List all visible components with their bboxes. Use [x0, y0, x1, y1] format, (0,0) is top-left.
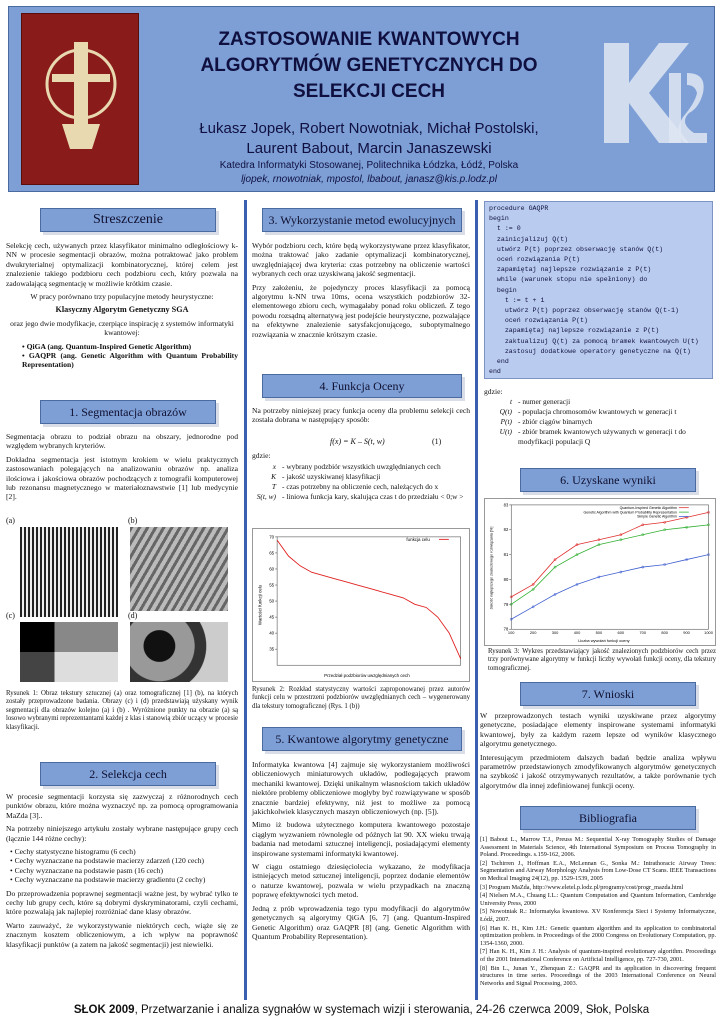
chart2-xtick-label: 100	[507, 630, 515, 636]
poster-title: ZASTOSOWANIE KWANTOWYCH ALGORYTMÓW GENETYCZNYCH DO SELEKCJI CECH	[200, 29, 538, 102]
abstract-text: Selekcję cech, używanych przez klasyfikator minimalno odległościowy k-NN w procesie segmentacji obrazów, można potraktować jako problem dwukryterialnej optymalizacji kombinatorycznej, której celem jest znalezienie takiego podzbioru cech podzbioru cech, który pozwala na zadowalającą segmentację w możliwie krótkim czasie. W pracy porównano trzy populacyjne metody heurystyczne: Klasyczny Algorytm Genetyczny SGA oraz jego dwie modyfikacje, czerpiące inspirację z systemów informatyki kwantowej: • QiGA (ang. Quantum-Inspired Genetic Algorithm) • GAQPR (ang. Genetic Algorithm with Quantum Probability Representation)	[6, 241, 238, 370]
legend-row: P(t) - zbiór ciągów binarnych	[500, 417, 593, 426]
chart1-ytick-label: 45	[269, 614, 275, 620]
chart2-xtick-label: 600	[617, 630, 625, 636]
reference-item: [7] Han K. H., Kim J. H.: Analysis of quantum-inspired evolutionary algorithm. Proceedings of the 2001 International Conference on Artificial Intelligence, pp. 727-730, 2001.	[480, 948, 716, 963]
fig-label-d: (d)	[128, 611, 138, 620]
gaqpr-pseudocode: procedure GAQPR begin t := 0 zainicjalizuj Q(t) utwórz P(t) poprzez obserwację stanów Q(t) oceń rozwiązania P(t) zapamiętaj najlepsze rozwiązanie z P(t) while (warunek stopu nie spełniony) do begin t := t + 1 utwórz P(t) poprzez obserwację stanów Q(t-1) oceń rozwiązania P(t) zapamiętaj najlepsze rozwiązanie z P(t) zaktualizuj Q(t) za pomocą bramek kwantowych U(t) zastosuj dodatkowe operatory genetyczne na Q(t) end end	[484, 201, 713, 379]
chart2-plot-area	[511, 505, 708, 629]
texture-image-a	[20, 527, 118, 617]
column-separator	[475, 200, 478, 1000]
affiliation: Katedra Informatyki Stosowanej, Politechnika Łódzka, Łódź, Polska ljopek, rnowotniak, mpostol, lbabout, janasz@kis.p.lodz.pl	[149, 159, 589, 187]
chart2-xtick-label: 900	[683, 630, 690, 636]
section-heading-bibliografia: Bibliografia	[520, 806, 696, 830]
reference-item: [1] Babout L., Marrow T.J., Preuss M.: Sequential X-ray Tomography Studies of Damage Assessment in Materials Science, 4th International Symposium on Process Tomography in Poland. Proceedings. s.159-162, 2006.	[480, 836, 716, 859]
chart1-ytick-label: 70	[269, 534, 275, 540]
chart2-xtick-label: 700	[639, 630, 647, 636]
segmentation-image-c	[20, 622, 118, 682]
legend-row: U(t) - zbiór bramek kwantowych używanych w generacji t do modyfikacji populacji Q	[499, 427, 686, 446]
section-heading-funkcja-oceny: 4. Funkcja Oceny	[262, 374, 462, 398]
chart2-xtick-label: 300	[551, 630, 559, 636]
legend-row: K - jakość uzyskiwanej klasyfikacji	[271, 472, 381, 481]
chart1-xlabel: Przedział podzbiorów uwzględnianych cech	[324, 673, 410, 679]
chart1-plot-area	[277, 537, 461, 665]
reference-item: [8] Bin L., Junan Y., Zhenquan Z.: GAQPR and its application in discovering frequent structures in time series. Proceedings of the 2003 International Conference on Neural Networks and Signal Processing, 2003.	[480, 964, 716, 987]
authors: Łukasz Jopek, Robert Nowotniak, Michał Postolski, Laurent Babout, Marcin Janaszewski	[199, 120, 539, 157]
legend-row: x - wybrany podzbiór wszystkich uwzględnianych cech	[272, 462, 441, 471]
chart2-ytick-label: 82	[503, 527, 509, 533]
figure3-caption: Rysunek 3: Wykres przedstawiający jakość znalezionych podzbiorów cech przez trzy porównywane algorytmy w funkcji liczby wywołań funkcji oceny, dla tekstury tomograficznej.	[488, 648, 716, 672]
chart2-xtick-label: 1000	[704, 630, 713, 636]
conclusions-text: W przeprowadzonych testach wyniki uzyskiwane przez algorytmy genetyczne, posiadające elementy inspirowane systemami informatyki kwantowej, były za każdym razem lepsze od wyników klasycznego algorytmu genetycznego. Interesującym przedmiotem dalszych badań będzie analiza wpływu parametrów przedstawionych zmodyfikowanych algorytmów genetycznych na szybkość i jakość otrzymywanych rezultatów, a także porównanie tych algorytmów dla innej zdefiniowanej funkcji oceny.	[480, 711, 716, 790]
algorithm-legend	[484, 397, 716, 447]
poster-header	[8, 6, 715, 192]
chart1-ytick-label: 55	[269, 582, 275, 588]
chart2-legend-label: Simple Genetic Algorithm	[637, 514, 677, 519]
segmentation-text: Segmentacja obrazu to podział obrazu na obszary, jednorodne pod względem wybranych kryteriów. Dokładna segmentacja jest istotnym krokiem w wielu praktycznych zastosowaniach polegających na analizowaniu obrazów np. analiza ilościowa i jakościowa obrazów pochodzących z tomografii komputerowej lub rezonansu magnetycznego w materiałoznawstwie [1] lub medycynie [2].	[6, 432, 238, 502]
chart2-legend-label: Genetic Algorithm with Quantum Probability Representation	[583, 510, 677, 515]
chart2-series-line	[511, 555, 708, 620]
reference-item: [5] Nowotniak R.: Informatyka kwantowa. XV Konferencja Sieci i Systemy Informatyczne, Łódź, 2007.	[480, 908, 716, 923]
quantum-text: Informatyka kwantowa [4] zajmuje się wykorzystaniem możliwości obliczeniowych miniaturowych układów, podlegających prawom mechaniki kwantowej. Dzięki unikalnym własnościom takich układów niektóre problemy obliczeniowe mogłyby być rozwiązywane w sposób znacznie bardziej efektywny, niż jest to możliwe za pomocą jakichkolwiek klasycznych maszyn obliczeniowych (np. [5]). Mimo iż budowa użytecznego komputera kwantowego pozostaje ciągłym wyzwaniem równolegle od późnych lat 90. XX wieku trwają badania nad metodami sztucznej inteligencji, posiadającymi elementy inspirowane systemami informatyki kwantowej. W ciągu ostatniego dziesięciolecia wykazano, że modyfikacja istniejących metod sztucznej inteligencji, poprzez dodanie elementów o naturze kwantowej, pozwala w wielu przypadkach na znaczną poprawę efektywności tych metod. Jedną z prób wprowadzenia tego typu modyfikacji do algorytmów genetycznych są algorytmy QiGA [6, 7] (ang. Quantum-Inspired Genetic Algorithm) oraz GAQPR [8] (ang. Genetic Algorithm with Quantum Probability Representation).	[252, 760, 470, 941]
fitness-text: Na potrzeby niniejszej pracy funkcja oceny dla problemu selekcji cech została dobrana w następujący sposób:	[252, 406, 470, 425]
section-heading-metody-ewolucyjne: 3. Wykorzystanie metod ewolucyjnych	[262, 208, 462, 232]
formula-number: (1)	[432, 437, 442, 446]
list-item: • Cechy wyznaczane na podstawie macierzy zdarzeń (120 cech)	[10, 856, 238, 865]
fig-label-b: (b)	[128, 516, 138, 525]
list-item: • Cechy wyznaczane na podstawie pasm (16 cech)	[10, 866, 238, 875]
chart1-series-line	[277, 540, 461, 659]
kis-logo	[599, 33, 709, 153]
emails: ljopek, rnowotniak, mpostol, lbabout, janasz@kis.p.lodz.pl	[241, 174, 497, 185]
chart2-xlabel: Liczba wywołań funkcji oceny	[578, 638, 630, 644]
chart2-xtick-label: 200	[529, 630, 537, 636]
fitness-legend	[248, 462, 468, 502]
column-separator	[244, 200, 247, 1000]
legend-row: S(t, w) - liniowa funkcja kary, skalująca czas t do przedziału < 0;w >	[256, 492, 464, 501]
section-heading-selekcja: 2. Selekcja cech	[40, 762, 216, 786]
reference-item: [4] Nielsen M.A., Chuang I.L.: Quantum Computation and Quantum Information, Cambridge University Press, 2000	[480, 892, 716, 907]
legend-row: T - czas potrzebny na obliczenie cech, należących do x	[271, 482, 439, 491]
chart2-ylabel: Jakość najlepszego znalezionego rozwiązania [%]	[489, 526, 494, 610]
legend-row: Q(t) - populacja chromosomów kwantowych w generacji t	[499, 407, 677, 416]
chart2-series-line	[511, 525, 708, 605]
chart2-ytick-label: 80	[503, 576, 509, 582]
chart2-xtick-label: 500	[595, 630, 603, 636]
legend-row: t - numer generacji	[509, 397, 571, 406]
figure2-caption: Rysunek 2: Rozkład statystyczny wartości zaproponowanej przez autorów funkcji celu w przestrzeni podzbiorów uwzględnianych cech – wygenerowany dla tekstury tomograficznej (Rys. 1 (b))	[252, 686, 470, 710]
section-heading-kwantowe-ag: 5. Kwantowe algorytmy genetyczne	[262, 727, 462, 751]
chart2-ytick-label: 81	[503, 552, 509, 558]
fitness-distribution-chart	[252, 528, 470, 682]
footer: SŁOK 2009, Przetwarzanie i analiza sygnałów w systemach wizji i sterowania, 24-26 czerwca 2009, Słok, Polska	[73, 1004, 650, 1016]
references-list	[480, 836, 716, 988]
chart2-xtick-label: 400	[573, 630, 581, 636]
chart1-legend: funkcja celu	[406, 536, 430, 542]
section-heading-wnioski: 7. Wnioski	[520, 682, 696, 706]
university-logo	[21, 13, 139, 185]
feature-selection-text: W procesie segmentacji korzysta się zazwyczaj z różnorodnych cech punktów obrazu, które można wyznaczyć np. za pomocą oprogramowania MaZda [3].. Na potrzeby niniejszego artykułu zostały wybrane następujące grupy cech (łącznie 144 różne cechy): • Cechy statystyczne histogramu (6 cech) • Cechy wyznaczane na podstawie macierzy zdarzeń (120 cech) • Cechy wyznaczane na podstawie pasm (16 cech) • Cechy wyznaczane na podstawie macierzy gradientu (2 cechy) Do przeprowadzenia poprawnej segmentacji ważne jest, by wybrać tylko te cechy lub grupy cech, które są dobrymi dyskryminatorami, czyli cechami, które pozwalają jak najlepiej rozróżniać dane klasy obrazów. Warto zauważyć, że wykorzystywanie niektórych cech, wiąże się ze znacznym kosztem obliczeniowym, a ich wpływ na poprawność klasyfikacji punktów (a zatem na jakość segmentacji) jest niewielki.	[6, 792, 238, 953]
chart1-ylabel: Wartości funkcji celu	[257, 584, 263, 626]
gdzie-label: gdzie:	[252, 451, 271, 460]
figure1-caption: Rysunek 1: Obraz tekstury sztucznej (a) oraz tomograficznej [1] (b), na których zostały przeprowadzone badania. Obrazy (c) i (d) przedstawiają użyskany wynik segmentacji dla obrazów kolejno (a) i (b) . Wyróżnione punkty na obrazie (a) są losowo wybranymi reprezentantami każdej z klas i stanowią zbiór uczący w procesie klasyfikacji.	[6, 690, 238, 731]
list-item: • Cechy statystyczne histogramu (6 cech)	[10, 847, 238, 856]
chart1-ytick-label: 65	[269, 550, 275, 556]
chart1-ytick-label: 35	[269, 646, 275, 652]
reference-item: [2] Tschirren J., Hoffman E.A., McLennan G., Sonka M.: Intrathoracic Airway Trees: Segmentation and Airway Morphology Analysis from Low-Dose CT Scans. IEEE Transactions on Medical Imaging 24(12), pp. 1529-1539, 2005	[480, 859, 716, 882]
chart2-ytick-label: 78	[503, 626, 509, 632]
chart2-ytick-label: 79	[503, 601, 509, 607]
chart1-ytick-label: 40	[269, 630, 275, 636]
reference-item: [3] Program MaZda, http://www.eletel.p.lodz.pl/programy/cost/progr_mazda.html	[480, 883, 684, 891]
results-chart	[484, 498, 716, 646]
formula: f(x) = K – S(t, w)	[330, 437, 385, 446]
chart2-xtick-label: 800	[661, 630, 668, 636]
reference-item: [6] Han K. H., Kim J.H.: Genetic quantum algorithm and its application to combinatorial optimization problem. in Proceedings of the 2000 Congress on Evolutionary Computation, pp. 1354-1360, 2000.	[480, 924, 716, 947]
list-item: • Cechy wyznaczane na podstawie macierzy gradientu (2 cechy)	[10, 875, 238, 884]
segmentation-image-d	[130, 622, 228, 682]
chart2-series-line	[511, 512, 708, 596]
chart1-ytick-label: 50	[269, 598, 275, 604]
tomography-image-b	[130, 527, 228, 611]
section-heading-segmentacja: 1. Segmentacja obrazów	[40, 400, 216, 424]
chart2-ytick-label: 83	[503, 502, 509, 508]
gdzie-label: gdzie:	[484, 387, 503, 396]
fig-label-a: (a)	[6, 516, 15, 525]
evolutionary-text: Wybór podzbioru cech, które będą wykorzystywane przez klasyfikator, można traktować jako zadanie optymalizacji kombinatorycznej, uwzględniającej dwa kryteria: czas potrzebny na obliczenie wartości wybranych cech oraz uzyskiwaną jakość segmentacji. Przy założeniu, że pojedynczy proces klasyfikacji za pomocą algorytmu k-NN trwa 10ms, ocena wszystkich podzbiorów 32-elementowego zbioru cech, wymagałaby ponad roku obliczeń. Z tego powodu rozsądną alternatywą jest podejście heurystyczne, pozwalające na efektywne znalezienie satysfakcjonującego, suboptymalnego rozwiązania w znacznie krótszym czasie.	[252, 241, 470, 339]
chart1-ytick-label: 60	[269, 566, 275, 572]
section-heading-wyniki: 6. Uzyskane wyniki	[520, 468, 696, 492]
chart2-legend-label: Quantum-Inspired Genetic Algorithm	[619, 505, 677, 510]
section-heading-streszczenie: Streszczenie	[40, 208, 216, 232]
fig-label-c: (c)	[6, 611, 15, 620]
